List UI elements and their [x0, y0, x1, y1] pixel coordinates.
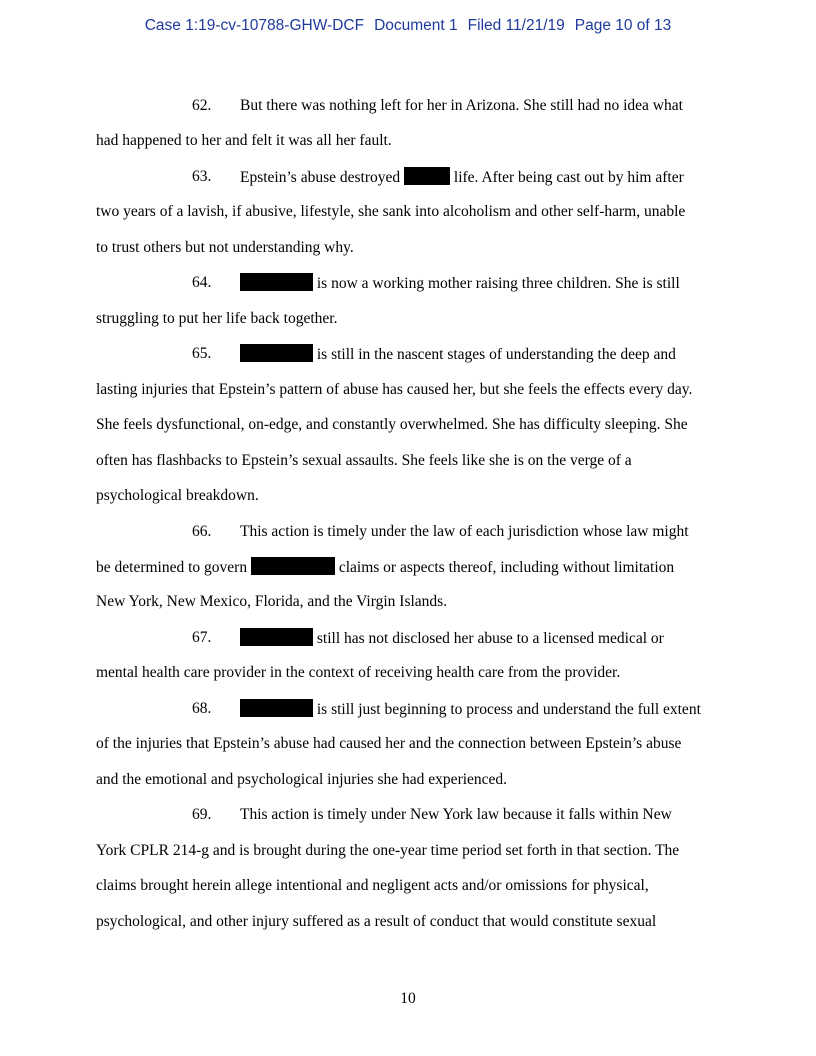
paragraph-line — [96, 557, 674, 578]
paragraph-text: But there was nothing left for her in Arizona. She still had no idea what — [240, 97, 683, 114]
paragraph-text: two years of a lavish, if abusive, lifestyle, she sank into alcoholism and other self-harm, unable — [96, 203, 686, 220]
paragraph-text: had happened to her and felt it was all her fault. — [96, 132, 392, 149]
case-header — [0, 17, 816, 35]
document-number: Document 1 — [374, 17, 458, 34]
paragraph-number: 64. — [192, 274, 212, 291]
paragraph-text: psychological, and other injury suffered as a result of conduct that would constitute sexual — [96, 913, 657, 930]
paragraph-text: struggling to put her life back together. — [96, 310, 338, 327]
paragraph-text: Epstein’s abuse destroyed — [240, 169, 401, 186]
paragraph-text: often has flashbacks to Epstein’s sexual assaults. She feels like she is on the verge of a — [96, 452, 632, 469]
page-count: Page 10 of 13 — [574, 17, 672, 34]
paragraph-number: 69. — [192, 806, 212, 823]
paragraph-text: mental health care provider in the context of receiving health care from the provider. — [96, 664, 621, 681]
paragraph-number: 63. — [192, 168, 212, 185]
paragraph-text: and the emotional and psychological injuries she had experienced. — [96, 771, 508, 788]
paragraph-text: psychological breakdown. — [96, 487, 259, 504]
filed-date: Filed 11/21/19 — [467, 17, 565, 34]
paragraph-text: New York, New Mexico, Florida, and the Virgin Islands. — [96, 593, 448, 610]
redaction-box — [240, 273, 313, 291]
paragraph-number: 66. — [192, 523, 212, 540]
paragraph-text: to trust others but not understanding why. — [96, 239, 354, 256]
paragraph-text: This action is timely under the law of each jurisdiction whose law might — [240, 523, 689, 540]
redaction-box — [240, 699, 313, 717]
case-number: Case 1:19-cv-10788-GHW-DCF — [144, 17, 365, 34]
paragraph-text: is now a working mother raising three children. She is still — [316, 275, 680, 292]
paragraph-text: claims or aspects thereof, including without limitation — [338, 559, 675, 576]
paragraph-text: still has not disclosed her abuse to a licensed medical or — [316, 630, 664, 647]
paragraph-number: 62. — [192, 97, 212, 114]
paragraph-text: York CPLR 214-g and is brought during the one-year time period set forth in that section. The — [96, 842, 680, 859]
paragraph-text: is still in the nascent stages of understanding the deep and — [316, 346, 676, 363]
paragraph-number: 65. — [192, 345, 212, 362]
paragraph-text: of the injuries that Epstein’s abuse had caused her and the connection between Epstein’s abuse — [96, 735, 682, 752]
paragraph-text: be determined to govern — [96, 559, 248, 576]
paragraph-text: is still just beginning to process and understand the full extent — [316, 701, 701, 718]
paragraph-number: 68. — [192, 700, 212, 717]
paragraph-text: lasting injuries that Epstein’s pattern of abuse has caused her, but she feels the effects every day. — [96, 381, 693, 398]
paragraph-number: 67. — [192, 629, 212, 646]
page-number: 10 — [400, 990, 416, 1007]
redaction-box — [404, 167, 450, 185]
paragraph-text: She feels dysfunctional, on-edge, and constantly overwhelmed. She has difficulty sleeping. She — [96, 416, 688, 433]
paragraph-text: claims brought herein allege intentional and negligent acts and/or omissions for physical, — [96, 877, 649, 894]
redaction-box — [240, 344, 313, 362]
paragraph-text: This action is timely under New York law because it falls within New — [240, 806, 672, 823]
paragraph-text: life. After being cast out by him after — [453, 169, 684, 186]
redaction-box — [240, 628, 313, 646]
redaction-box — [251, 557, 335, 575]
